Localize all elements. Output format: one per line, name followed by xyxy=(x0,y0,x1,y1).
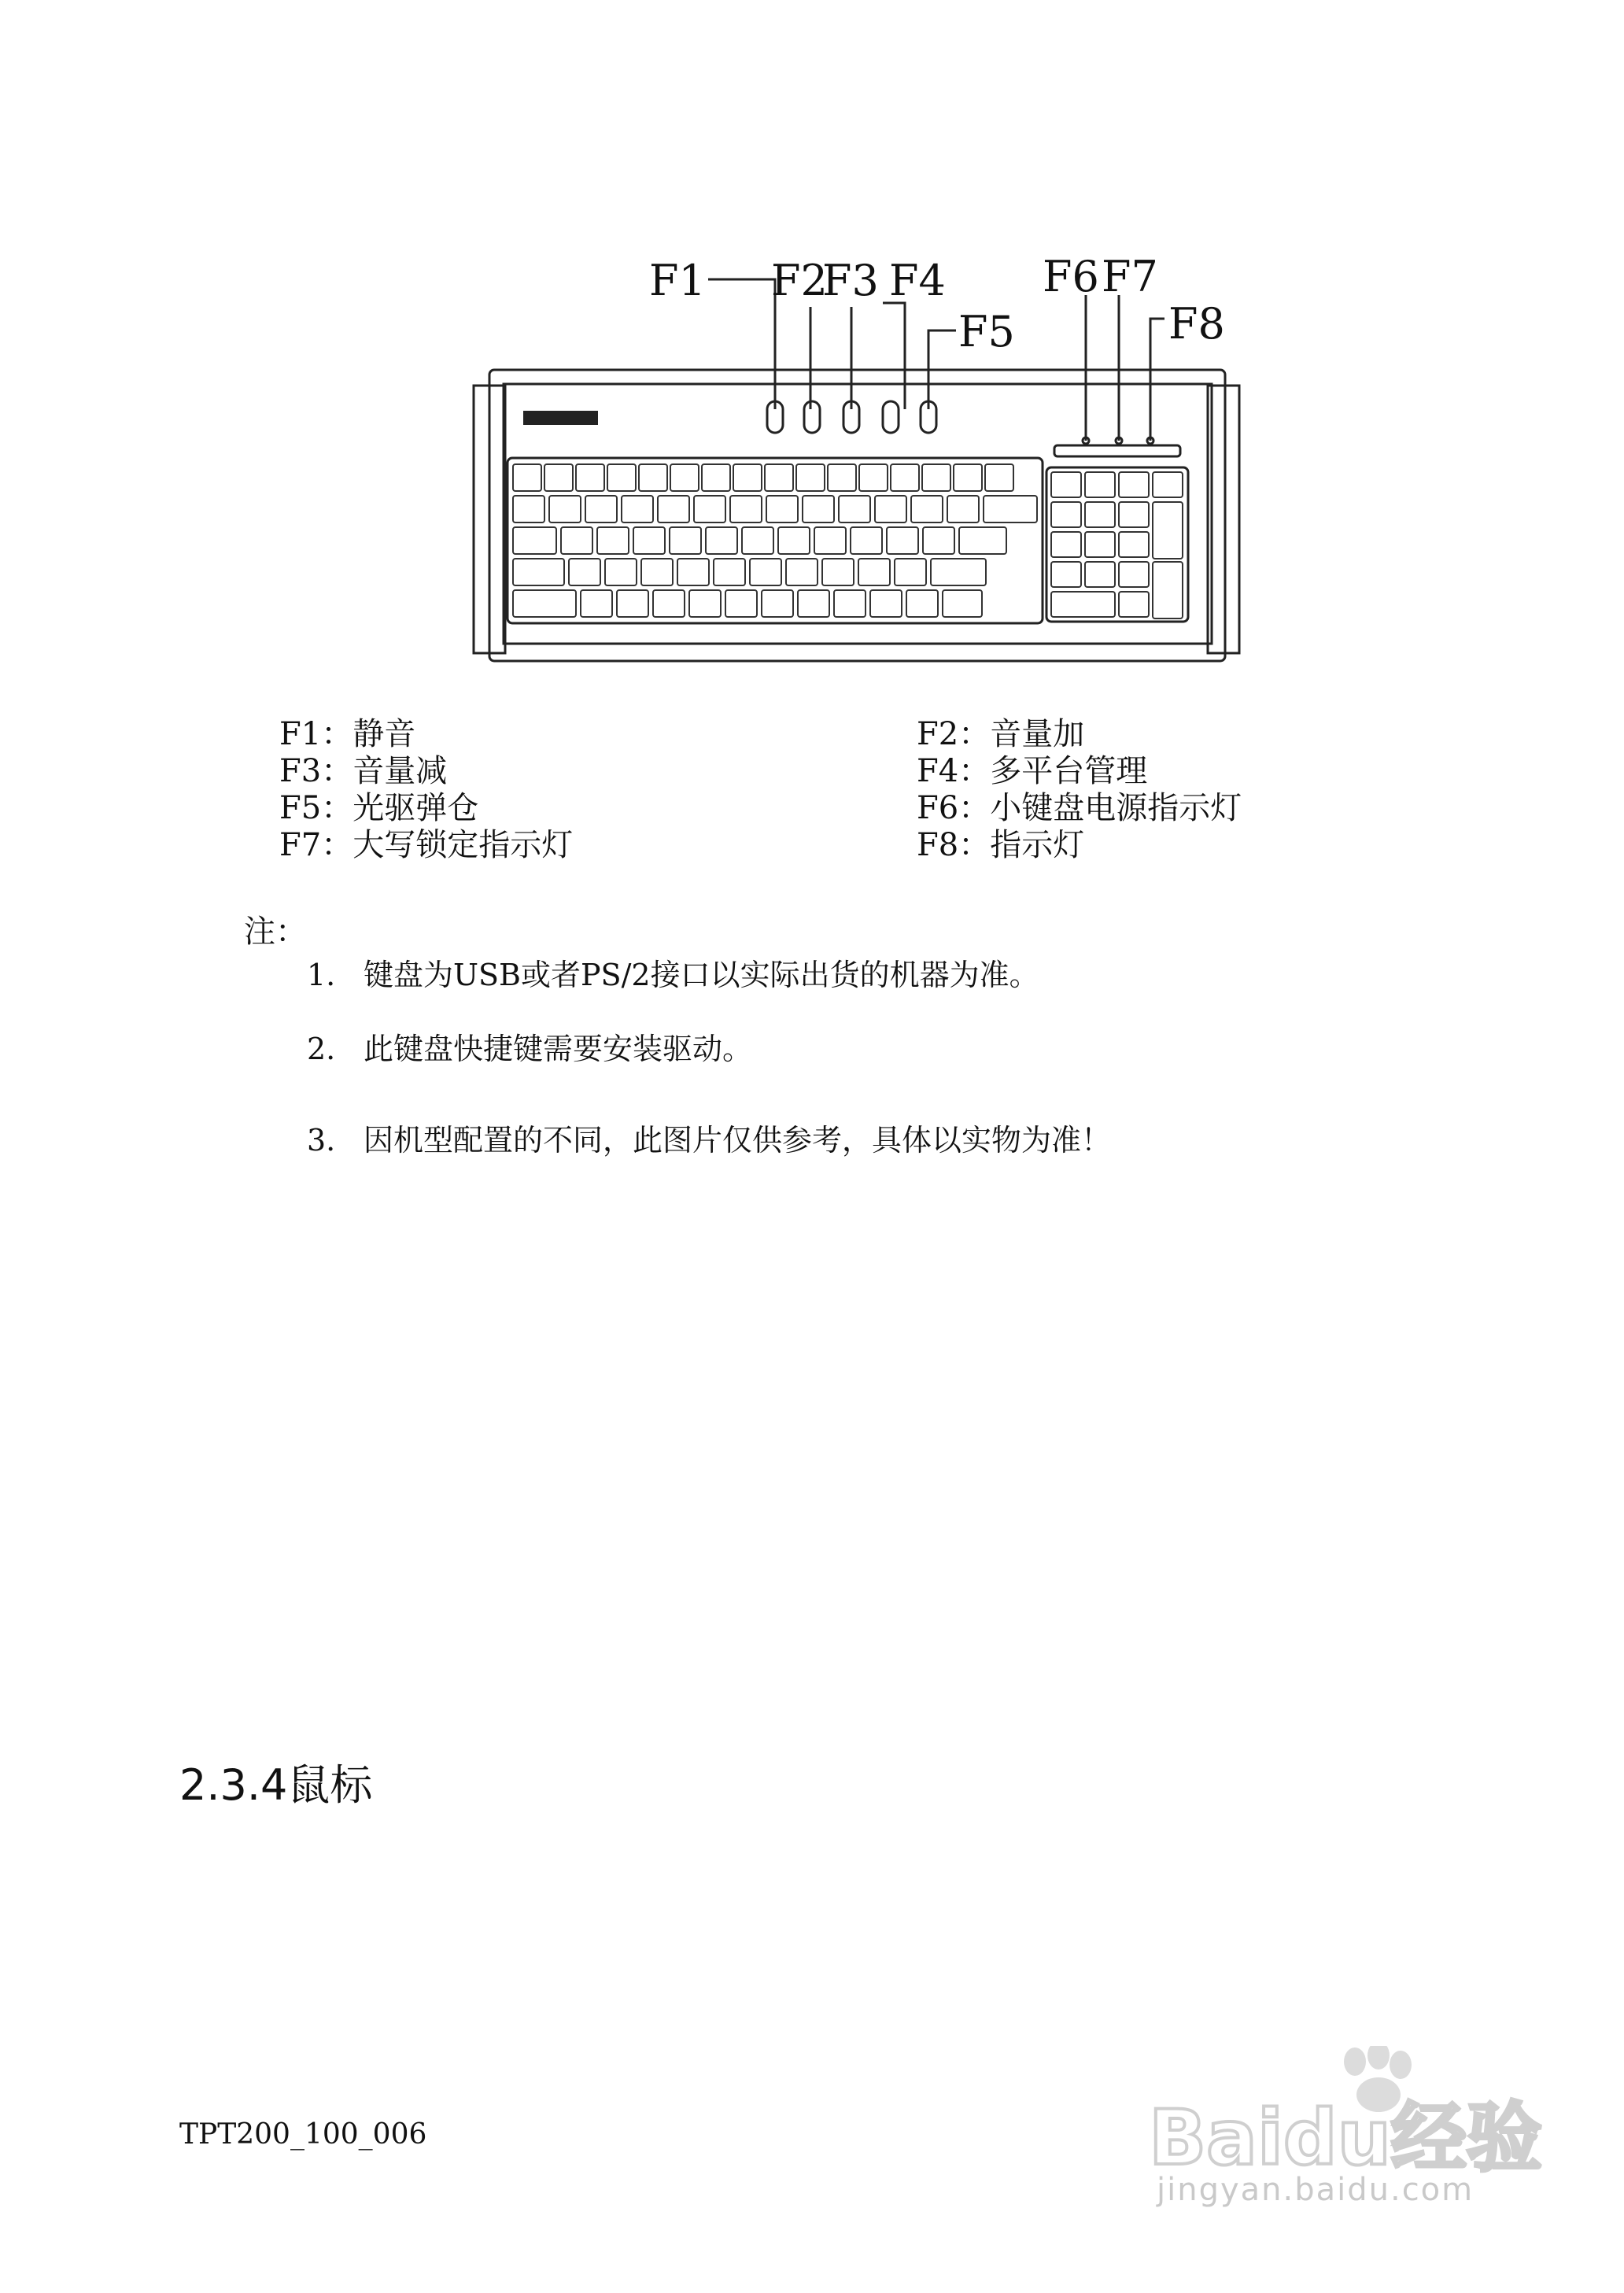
keyboard-key xyxy=(762,590,793,617)
keyboard-key xyxy=(677,559,709,585)
main-key-area xyxy=(507,458,1043,623)
note-number: 1. xyxy=(307,958,336,992)
keyboard-key xyxy=(839,496,870,522)
keyboard-key xyxy=(544,464,573,491)
keyboard-key xyxy=(561,527,592,554)
keyboard-key xyxy=(906,590,938,617)
keyboard-key xyxy=(985,464,1013,491)
keyboard-key xyxy=(730,496,762,522)
callout-line-f1 xyxy=(708,279,775,409)
keyboard-key xyxy=(549,496,581,522)
keyboard-key xyxy=(828,464,856,491)
keyboard-key xyxy=(1119,502,1149,527)
keyboard-key xyxy=(1119,562,1149,587)
keyboard-key xyxy=(576,464,604,491)
keyboard-key xyxy=(714,559,745,585)
numeric-keypad xyxy=(1046,467,1188,622)
keyboard-key xyxy=(1153,472,1183,497)
note-item xyxy=(307,1116,1111,1159)
keyboard-key xyxy=(641,559,673,585)
keyboard-key xyxy=(947,496,979,522)
shortcut-button-f4 xyxy=(883,401,899,433)
note-number: 3. xyxy=(307,1123,336,1158)
callout-f5: F5 xyxy=(958,307,1015,356)
keyboard-key xyxy=(513,559,564,585)
keyboard-key xyxy=(639,464,667,491)
keyboard-key xyxy=(581,590,612,617)
keyboard-key xyxy=(931,559,986,585)
keyboard-key xyxy=(922,464,950,491)
keyboard-key xyxy=(796,464,825,491)
callout-line-f8 xyxy=(1150,319,1164,441)
keyboard-key xyxy=(891,464,919,491)
indicator-strip xyxy=(1054,445,1180,456)
keyboard-key xyxy=(778,527,810,554)
keyboard-key xyxy=(607,464,636,491)
keyboard-key xyxy=(733,464,762,491)
legend-f4: F4：多平台管理 xyxy=(917,753,1148,789)
keyboard-key xyxy=(633,527,665,554)
keyboard-key xyxy=(859,464,888,491)
keyboard-key xyxy=(694,496,725,522)
keyboard-key xyxy=(513,496,544,522)
keyboard-key xyxy=(887,527,918,554)
keyboard-key xyxy=(617,590,648,617)
keyboard-key xyxy=(1051,502,1081,527)
note-label: 注： xyxy=(244,914,307,950)
keyboard-key xyxy=(814,527,846,554)
callout-f3: F3 xyxy=(822,256,879,305)
document-code: TPT200_100_006 xyxy=(179,2118,427,2151)
keyboard-inner xyxy=(504,384,1212,644)
note-text: 此键盘快捷键需要安装驱动。 xyxy=(364,1032,753,1066)
keyboard-key xyxy=(597,527,629,554)
keyboard-key xyxy=(1051,592,1115,617)
note-text: 键盘为USB或者PS/2接口以实际出货的机器为准。 xyxy=(364,958,1039,992)
keyboard-key xyxy=(870,590,902,617)
keyboard-key xyxy=(1051,562,1081,587)
keyboard-key xyxy=(605,559,637,585)
keyboard-key xyxy=(1119,532,1149,557)
keyboard-key xyxy=(670,527,701,554)
keyboard-key xyxy=(1153,502,1183,559)
keyboard-key xyxy=(622,496,653,522)
keyboard-key xyxy=(513,590,576,617)
keyboard-key xyxy=(513,527,556,554)
keyboard-key xyxy=(895,559,926,585)
callout-f1: F1 xyxy=(649,256,706,305)
keyboard-key xyxy=(798,590,829,617)
legend-f8: F8：指示灯 xyxy=(917,827,1085,863)
keyboard-key xyxy=(513,464,541,491)
legend-f6: F6：小键盘电源指示灯 xyxy=(917,790,1242,826)
brand-logo xyxy=(523,411,598,425)
keyboard-key xyxy=(911,496,943,522)
keyboard-key xyxy=(1085,502,1115,527)
legend-f3: F3：音量减 xyxy=(279,753,448,789)
keyboard-key xyxy=(702,464,730,491)
keyboard-key xyxy=(585,496,617,522)
keyboard-key xyxy=(954,464,982,491)
keyboard-key xyxy=(822,559,854,585)
keyboard-key xyxy=(1085,562,1115,587)
keyboard-key xyxy=(984,496,1037,522)
keyboard-key xyxy=(569,559,600,585)
keyboard-key xyxy=(1153,562,1183,618)
keyboard-key xyxy=(1085,532,1115,557)
legend-f1: F1：静音 xyxy=(279,716,416,752)
legend-f5: F5：光驱弹仓 xyxy=(279,790,479,826)
keyboard-key xyxy=(858,559,890,585)
keyboard-key xyxy=(786,559,818,585)
keyboard-key xyxy=(1119,472,1149,497)
keyboard-key xyxy=(1051,532,1081,557)
keyboard-key xyxy=(706,527,737,554)
keyboard-key xyxy=(1085,472,1115,497)
keyboard-key xyxy=(1051,472,1081,497)
legend-f2: F2：音量加 xyxy=(917,716,1085,752)
callout-f8: F8 xyxy=(1168,299,1225,349)
note-number: 2. xyxy=(307,1032,336,1066)
keyboard-key xyxy=(875,496,906,522)
keyboard-key xyxy=(834,590,866,617)
legend-f7: F7：大写锁定指示灯 xyxy=(279,827,574,863)
watermark-brand: Baidu经验 xyxy=(1149,2094,1542,2182)
note-text: 因机型配置的不同，此图片仅供参考，具体以实物为准！ xyxy=(364,1123,1112,1158)
keyboard-key xyxy=(959,527,1006,554)
callout-line-f4 xyxy=(883,303,905,409)
section-heading: 2.3.4鼠标 xyxy=(179,1760,373,1810)
callout-f7: F7 xyxy=(1102,252,1158,301)
keyboard-key xyxy=(725,590,757,617)
keyboard-key xyxy=(766,496,798,522)
note-item xyxy=(307,951,1039,994)
callout-f6: F6 xyxy=(1043,252,1099,301)
watermark-url: jingyan.baidu.com xyxy=(1157,2172,1475,2208)
keyboard-key xyxy=(658,496,689,522)
keyboard-key xyxy=(1119,592,1149,617)
keyboard-key xyxy=(689,590,721,617)
note-item xyxy=(307,1025,752,1068)
keyboard-key xyxy=(923,527,954,554)
keyboard-key xyxy=(765,464,793,491)
keyboard-key xyxy=(742,527,773,554)
keyboard-key xyxy=(670,464,699,491)
keyboard-key xyxy=(803,496,834,522)
shortcut-button-f2 xyxy=(804,401,820,433)
keyboard-key xyxy=(851,527,882,554)
callout-f2: F2 xyxy=(771,256,828,305)
keyboard-key xyxy=(750,559,781,585)
keyboard-key xyxy=(943,590,982,617)
keyboard-diagram xyxy=(0,0,1624,708)
keyboard-key xyxy=(653,590,685,617)
callout-f4: F4 xyxy=(889,256,946,305)
